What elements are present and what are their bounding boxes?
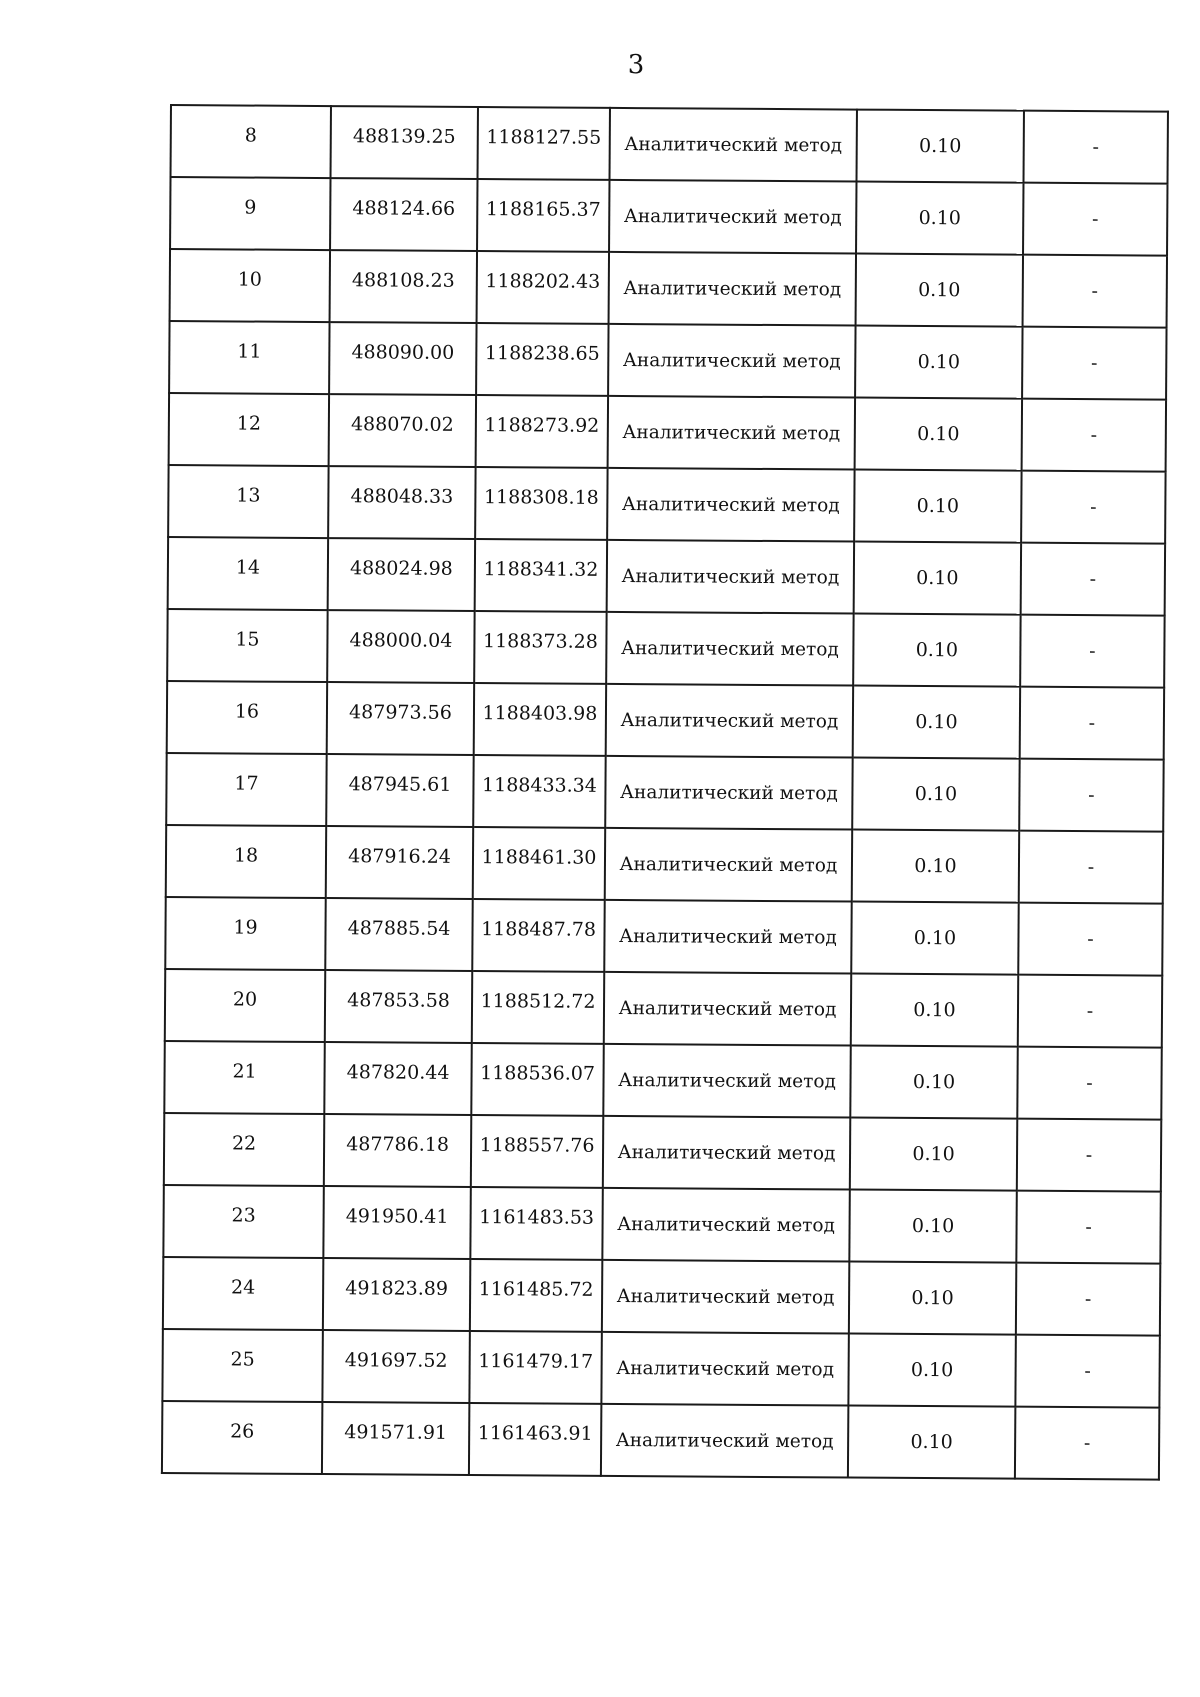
x-coordinate-cell-text: 488139.25: [352, 125, 456, 148]
point-number-cell: [168, 465, 328, 538]
method-cell-text: Аналитический метод: [621, 493, 840, 516]
table-row: [164, 1113, 1161, 1192]
point-number-cell: [171, 105, 331, 178]
point-number-cell: [170, 177, 330, 250]
method-cell: [603, 1116, 850, 1190]
description-cell-text: -: [1089, 568, 1097, 591]
point-number-cell: [165, 897, 325, 970]
y-coordinate-cell: [474, 611, 606, 684]
description-cell-text: -: [1086, 1072, 1093, 1095]
method-cell: [603, 1044, 850, 1118]
x-coordinate-cell-text: 487820.44: [346, 1061, 450, 1084]
y-coordinate-cell: [472, 899, 604, 972]
accuracy-cell-text: 0.10: [910, 1358, 954, 1382]
description-cell-text: -: [1091, 280, 1099, 303]
accuracy-cell: [852, 758, 1019, 831]
x-coordinate-cell: [324, 1042, 471, 1115]
point-number-cell: [163, 1257, 323, 1330]
point-number-cell: [163, 1185, 323, 1258]
accuracy-cell-text: 0.10: [916, 494, 960, 518]
description-cell-text: -: [1086, 1000, 1094, 1023]
table-row: [166, 753, 1163, 832]
accuracy-cell-text: 0.10: [918, 206, 961, 230]
x-coordinate-cell: [323, 1186, 470, 1259]
method-cell-text: Аналитический метод: [616, 1357, 835, 1380]
table-row: [169, 321, 1166, 400]
description-cell: [1019, 759, 1163, 832]
point-number-cell-text: 9: [244, 196, 257, 219]
method-cell: [605, 828, 852, 902]
x-coordinate-cell-text: 491950.41: [345, 1205, 449, 1228]
x-coordinate-cell: [327, 610, 474, 683]
x-coordinate-cell-text: 487916.24: [348, 845, 451, 868]
y-coordinate-cell-text: 1188557.76: [479, 1134, 595, 1157]
point-number-cell-text: 19: [233, 916, 258, 939]
x-coordinate-cell-text: 487853.58: [347, 989, 451, 1012]
accuracy-cell: [849, 1190, 1016, 1263]
table-row: [168, 465, 1165, 544]
table-row: [170, 249, 1167, 328]
accuracy-cell-text: 0.10: [917, 422, 960, 446]
x-coordinate-cell: [330, 178, 477, 251]
y-coordinate-cell-text: 1188238.65: [484, 342, 600, 365]
point-number-cell-text: 21: [232, 1060, 257, 1083]
x-coordinate-cell-text: 487973.56: [349, 701, 452, 724]
description-cell: [1022, 399, 1166, 472]
method-cell-text: Аналитический метод: [618, 997, 837, 1020]
accuracy-cell: [856, 182, 1023, 255]
point-number-cell: [166, 753, 326, 826]
y-coordinate-cell: [469, 1331, 601, 1404]
table-row: [168, 537, 1165, 616]
method-cell-text: Аналитический метод: [622, 349, 841, 372]
y-coordinate-cell: [477, 179, 609, 252]
x-coordinate-cell: [328, 466, 475, 539]
point-number-cell-text: 13: [236, 484, 261, 507]
description-cell-text: -: [1087, 928, 1094, 951]
description-cell-text: -: [1090, 424, 1098, 447]
x-coordinate-cell-text: 488024.98: [349, 557, 453, 580]
accuracy-cell-text: 0.10: [918, 278, 961, 302]
description-cell: [1018, 903, 1162, 976]
description-cell-text: -: [1091, 208, 1099, 231]
accuracy-cell-text: 0.10: [919, 134, 962, 158]
y-coordinate-cell-text: 1161483.53: [479, 1206, 595, 1229]
accuracy-cell-text: 0.10: [913, 926, 957, 950]
table-row: [162, 1329, 1159, 1408]
y-coordinate-cell-text: 1188127.55: [486, 126, 602, 149]
y-coordinate-cell-text: 1188512.72: [480, 990, 596, 1013]
y-coordinate-cell: [469, 1403, 601, 1476]
x-coordinate-cell: [328, 538, 475, 611]
table-row: [165, 897, 1162, 976]
page-number: 3: [627, 50, 645, 80]
accuracy-cell: [848, 1406, 1015, 1479]
x-coordinate-cell-text: 491697.52: [344, 1349, 448, 1372]
y-coordinate-cell-text: 1161463.91: [477, 1422, 593, 1445]
description-cell: [1015, 1407, 1159, 1480]
table-row: [164, 1041, 1161, 1120]
x-coordinate-cell-text: 491571.91: [344, 1421, 448, 1444]
coordinates-table: [161, 104, 1169, 1481]
point-number-cell: [168, 537, 328, 610]
y-coordinate-cell: [476, 323, 608, 396]
point-number-cell-text: 17: [234, 772, 259, 795]
table-row: [167, 681, 1164, 760]
method-cell: [609, 180, 856, 254]
method-cell-text: Аналитический метод: [616, 1285, 835, 1308]
x-coordinate-cell: [325, 898, 472, 971]
accuracy-cell-text: 0.10: [911, 1214, 955, 1238]
y-coordinate-cell-text: 1188373.28: [482, 630, 598, 653]
description-cell: [1016, 1191, 1160, 1264]
y-coordinate-cell: [477, 251, 609, 324]
y-coordinate-cell-text: 1188536.07: [480, 1062, 596, 1085]
table-row: [162, 1401, 1159, 1480]
method-cell: [608, 396, 855, 470]
method-cell: [604, 972, 851, 1046]
accuracy-cell-text: 0.10: [917, 350, 961, 374]
y-coordinate-cell: [475, 539, 607, 612]
method-cell: [605, 756, 852, 830]
table-row: [170, 177, 1167, 256]
point-number-cell-text: 22: [231, 1132, 257, 1155]
y-coordinate-cell-text: 1188165.37: [485, 198, 601, 221]
description-cell: [1015, 1335, 1159, 1408]
accuracy-cell-text: 0.10: [915, 638, 959, 662]
table-row: [163, 1185, 1160, 1264]
method-cell-text: Аналитический метод: [620, 709, 839, 732]
method-cell: [607, 540, 854, 614]
description-cell-text: -: [1088, 784, 1095, 807]
x-coordinate-cell-text: 488048.33: [350, 485, 454, 508]
x-coordinate-cell: [329, 394, 476, 467]
point-number-cell: [165, 969, 325, 1042]
accuracy-cell: [855, 398, 1022, 471]
point-number-cell-text: 23: [231, 1204, 256, 1227]
description-cell-text: -: [1088, 712, 1096, 735]
table-row: [169, 393, 1166, 472]
accuracy-cell-text: 0.10: [913, 998, 956, 1022]
method-cell: [608, 324, 855, 398]
y-coordinate-cell: [471, 1115, 603, 1188]
coordinates-table-body: [162, 105, 1168, 1480]
description-cell: [1023, 111, 1167, 184]
y-coordinate-cell: [471, 1043, 603, 1116]
point-number-cell-text: 20: [232, 988, 258, 1011]
point-number-cell-text: 16: [234, 700, 260, 723]
x-coordinate-cell-text: 491823.89: [345, 1277, 449, 1300]
point-number-cell: [164, 1113, 324, 1186]
method-cell-text: Аналитический метод: [619, 781, 838, 804]
x-coordinate-cell-text: 488108.23: [351, 269, 455, 292]
description-cell: [1017, 1047, 1161, 1120]
x-coordinate-cell: [329, 322, 476, 395]
table-row: [165, 969, 1162, 1048]
description-cell: [1016, 1263, 1160, 1336]
description-cell: [1020, 687, 1164, 760]
accuracy-cell: [853, 686, 1020, 759]
method-cell: [602, 1260, 849, 1334]
point-number-cell: [167, 609, 327, 682]
point-number-cell: [169, 393, 329, 466]
method-cell: [609, 252, 856, 326]
description-cell-text: -: [1085, 1216, 1092, 1239]
description-cell: [1018, 975, 1162, 1048]
accuracy-cell: [849, 1262, 1016, 1335]
y-coordinate-cell-text: 1188202.43: [485, 270, 601, 293]
y-coordinate-cell-text: 1188341.32: [483, 558, 599, 581]
description-cell-text: -: [1087, 856, 1095, 879]
method-cell: [604, 900, 851, 974]
point-number-cell: [169, 321, 329, 394]
accuracy-cell: [854, 542, 1021, 615]
point-number-cell-text: 26: [230, 1420, 255, 1443]
description-cell: [1020, 615, 1164, 688]
x-coordinate-cell: [322, 1402, 469, 1475]
y-coordinate-cell-text: 1188403.98: [482, 702, 598, 725]
description-cell-text: -: [1084, 1288, 1092, 1311]
x-coordinate-cell: [327, 682, 474, 755]
x-coordinate-cell-text: 487945.61: [348, 773, 452, 796]
point-number-cell-text: 15: [235, 628, 260, 651]
point-number-cell-text: 11: [237, 340, 262, 363]
description-cell: [1021, 543, 1165, 616]
method-cell-text: Аналитический метод: [623, 277, 842, 300]
description-cell: [1023, 255, 1167, 328]
y-coordinate-cell-text: 1188433.34: [481, 774, 597, 797]
point-number-cell: [164, 1041, 324, 1114]
method-cell-text: Аналитический метод: [617, 1213, 836, 1236]
table-row: [171, 105, 1168, 184]
point-number-cell-text: 24: [230, 1276, 256, 1299]
method-cell-text: Аналитический метод: [622, 421, 841, 444]
table-row: [166, 825, 1163, 904]
x-coordinate-cell: [322, 1330, 469, 1403]
method-cell: [606, 612, 853, 686]
x-coordinate-cell-text: 488000.04: [349, 629, 453, 652]
method-cell-text: Аналитический метод: [623, 205, 842, 228]
point-number-cell-text: 8: [244, 124, 257, 147]
point-number-cell: [166, 825, 326, 898]
y-coordinate-cell: [472, 971, 604, 1044]
accuracy-cell: [848, 1334, 1015, 1407]
y-coordinate-cell-text: 1161479.17: [478, 1350, 594, 1373]
accuracy-cell-text: 0.10: [910, 1430, 953, 1454]
point-number-cell-text: 18: [233, 844, 259, 867]
accuracy-cell: [850, 1046, 1017, 1119]
accuracy-cell: [852, 830, 1019, 903]
description-cell: [1017, 1119, 1161, 1192]
description-cell-text: -: [1085, 1144, 1093, 1167]
method-cell: [602, 1188, 849, 1262]
x-coordinate-cell: [325, 970, 472, 1043]
y-coordinate-cell: [478, 107, 610, 180]
accuracy-cell-text: 0.10: [914, 854, 957, 878]
point-number-cell: [170, 249, 330, 322]
method-cell: [601, 1404, 848, 1478]
method-cell: [601, 1332, 848, 1406]
method-cell-text: Аналитический метод: [617, 1141, 836, 1164]
method-cell-text: Аналитический метод: [621, 565, 840, 588]
y-coordinate-cell-text: 1188308.18: [483, 486, 599, 509]
accuracy-cell-text: 0.10: [912, 1070, 956, 1094]
accuracy-cell: [855, 326, 1022, 399]
accuracy-cell: [853, 614, 1020, 687]
method-cell: [607, 468, 854, 542]
x-coordinate-cell-text: 487786.18: [346, 1133, 450, 1156]
y-coordinate-cell: [474, 683, 606, 756]
y-coordinate-cell: [473, 755, 605, 828]
accuracy-cell-text: 0.10: [912, 1142, 955, 1166]
method-cell-text: Аналитический метод: [615, 1429, 834, 1452]
x-coordinate-cell: [326, 826, 473, 899]
x-coordinate-cell: [324, 1114, 471, 1187]
method-cell-text: Аналитический метод: [619, 853, 838, 876]
point-number-cell-text: 25: [230, 1348, 255, 1371]
point-number-cell-text: 12: [236, 412, 262, 435]
accuracy-cell-text: 0.10: [911, 1286, 954, 1310]
description-cell-text: -: [1084, 1360, 1091, 1383]
method-cell: [610, 108, 857, 182]
description-cell-text: -: [1091, 352, 1098, 375]
x-coordinate-cell: [323, 1258, 470, 1331]
y-coordinate-cell-text: 1188487.78: [481, 918, 597, 941]
y-coordinate-cell: [470, 1187, 602, 1260]
coordinates-table-container: [161, 104, 1155, 1481]
description-cell: [1023, 183, 1167, 256]
description-cell-text: -: [1090, 496, 1097, 519]
point-number-cell-text: 14: [235, 556, 261, 579]
description-cell-text: -: [1083, 1432, 1091, 1455]
x-coordinate-cell-text: 488070.02: [350, 413, 454, 436]
accuracy-cell: [851, 974, 1018, 1047]
x-coordinate-cell: [331, 106, 478, 179]
method-cell-text: Аналитический метод: [618, 1069, 836, 1092]
y-coordinate-cell: [473, 827, 605, 900]
y-coordinate-cell-text: 1188273.92: [484, 414, 600, 437]
point-number-cell-text: 10: [237, 268, 263, 291]
description-cell: [1021, 471, 1165, 544]
accuracy-cell: [857, 110, 1024, 183]
accuracy-cell-text: 0.10: [915, 710, 958, 734]
y-coordinate-cell-text: 1188461.30: [481, 846, 597, 869]
accuracy-cell: [856, 254, 1023, 327]
table-row: [167, 609, 1164, 688]
description-cell-text: -: [1092, 136, 1100, 159]
accuracy-cell: [850, 1118, 1017, 1191]
accuracy-cell-text: 0.10: [914, 782, 958, 806]
x-coordinate-cell-text: 488090.00: [351, 341, 455, 364]
description-cell: [1022, 327, 1166, 400]
x-coordinate-cell: [326, 754, 473, 827]
point-number-cell: [162, 1401, 322, 1474]
accuracy-cell: [851, 902, 1018, 975]
y-coordinate-cell: [475, 467, 607, 540]
accuracy-cell: [854, 470, 1021, 543]
description-cell-text: -: [1089, 640, 1096, 663]
x-coordinate-cell-text: 488124.66: [352, 197, 456, 220]
y-coordinate-cell: [476, 395, 608, 468]
point-number-cell: [167, 681, 327, 754]
method-cell: [606, 684, 853, 758]
method-cell-text: Аналитический метод: [620, 637, 839, 660]
method-cell-text: Аналитический метод: [624, 133, 843, 156]
accuracy-cell-text: 0.10: [916, 566, 959, 590]
y-coordinate-cell-text: 1161485.72: [478, 1278, 594, 1301]
x-coordinate-cell: [330, 250, 477, 323]
y-coordinate-cell: [470, 1259, 602, 1332]
x-coordinate-cell-text: 487885.54: [347, 917, 451, 940]
table-row: [163, 1257, 1160, 1336]
point-number-cell: [162, 1329, 322, 1402]
description-cell: [1019, 831, 1163, 904]
method-cell-text: Аналитический метод: [619, 925, 837, 948]
